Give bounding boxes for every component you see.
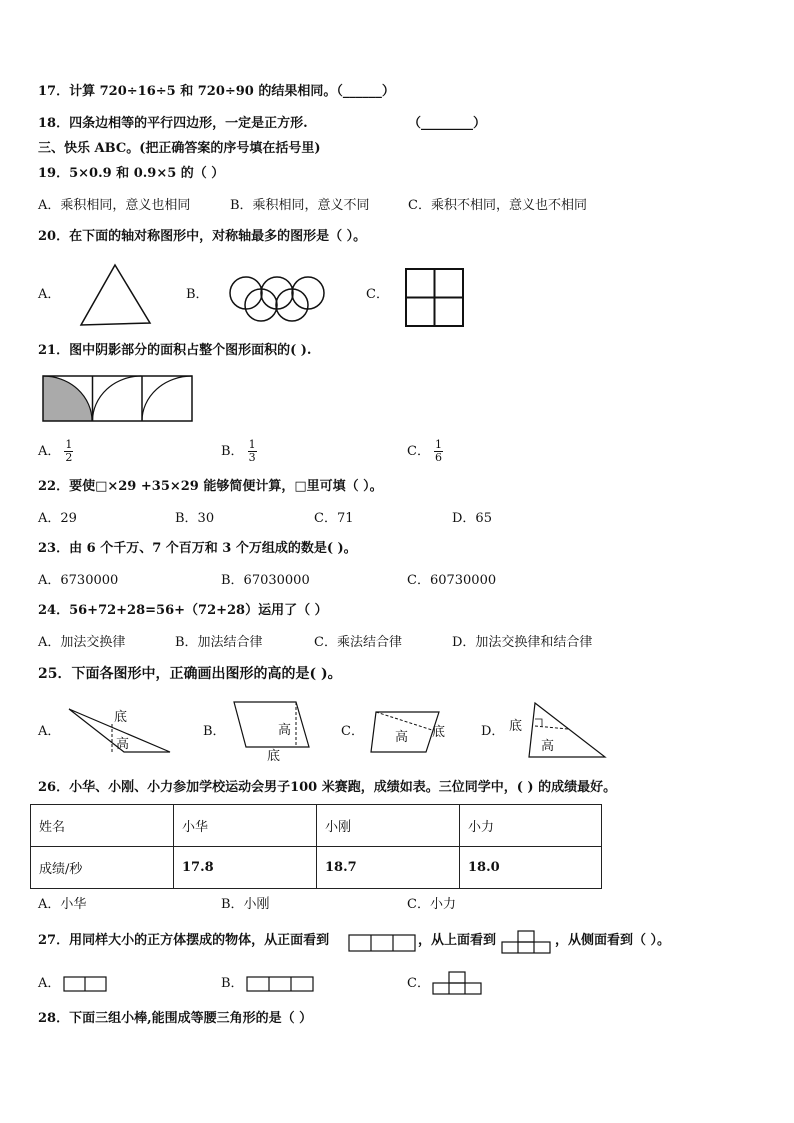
option-23-a: A．6730000 xyxy=(38,573,119,588)
side-view-option-c xyxy=(432,970,486,996)
question-22: 22．要使□×29 +35×29 能够简便计算，□里可填（ ）。 xyxy=(38,479,383,494)
fraction-one-half: $\frac{1}{2}$ xyxy=(65,438,73,464)
question-20: 20．在下面的轴对称图形中，对称轴最多的图形是（ ）。 xyxy=(38,229,367,244)
label-25-d: D． xyxy=(481,724,505,739)
label-21-c: C． xyxy=(407,444,430,459)
label-20-b: B． xyxy=(186,287,209,302)
answer-blank-18: （________） xyxy=(408,116,487,131)
question-27-part2: ，从上面看到 xyxy=(418,933,497,948)
table-cell: 17.8 xyxy=(174,847,317,889)
table-cell: 小刚 xyxy=(317,805,460,847)
table-cell: 成绩/秒 xyxy=(31,847,174,889)
top-view-figure xyxy=(501,929,555,955)
fraction-one-sixth: $\frac{1}{6}$ xyxy=(434,438,442,464)
label-25-b: B． xyxy=(203,724,226,739)
side-view-option-a xyxy=(63,975,109,993)
height-label-c: 高 xyxy=(395,730,409,745)
option-23-c: C．60730000 xyxy=(407,573,497,588)
section-title: 三、快乐 ABC。(把正确答案的序号填在括号里) xyxy=(38,141,321,156)
question-17: 17．计算 720÷16÷5 和 720÷90 的结果相同。（______） xyxy=(38,84,395,99)
option-22-b: B．30 xyxy=(175,511,215,526)
height-label-a: 高 xyxy=(116,737,130,752)
table-cell: 小华 xyxy=(174,805,317,847)
option-26-c: C．小力 xyxy=(407,897,456,912)
label-21-a: A． xyxy=(38,444,61,459)
table-cell: 18.7 xyxy=(317,847,460,889)
height-label-d: 高 xyxy=(541,739,555,754)
option-24-b: B．加法结合律 xyxy=(175,635,263,650)
option-26-b: B．小刚 xyxy=(221,897,270,912)
label-21-b: B． xyxy=(221,444,244,459)
equilateral-triangle-figure xyxy=(78,263,152,327)
option-19-a: A．乘积相同，意义也相同 xyxy=(38,198,191,213)
question-21: 21．图中阴影部分的面积占整个图形面积的( ). xyxy=(38,343,312,358)
option-21-b xyxy=(221,436,257,468)
label-27-b: B． xyxy=(221,976,244,991)
label-20-c: C． xyxy=(366,287,389,302)
label-20-a: A． xyxy=(38,287,61,302)
parallelogram-height-figure-b xyxy=(231,700,313,750)
question-25: 25．下面各图形中，正确画出图形的高的是( )。 xyxy=(38,666,342,682)
table-row xyxy=(31,847,602,889)
square-grid-figure xyxy=(404,267,466,329)
option-21-c xyxy=(407,436,443,468)
base-label-a: 底 xyxy=(114,710,128,725)
label-27-c: C． xyxy=(407,976,430,991)
table-cell: 18.0 xyxy=(460,847,602,889)
option-24-d: D．加法交换律和结合律 xyxy=(452,635,593,650)
base-label-b: 底 xyxy=(267,749,281,764)
fraction-one-third: $\frac{1}{3}$ xyxy=(248,438,256,464)
side-view-option-b xyxy=(246,975,316,993)
option-22-a: A．29 xyxy=(38,511,77,526)
label-25-a: A． xyxy=(38,724,61,739)
base-label-c: 底 xyxy=(432,725,446,740)
option-24-a: A．加法交换律 xyxy=(38,635,126,650)
score-table xyxy=(30,804,602,889)
question-27-part1: 27．用同样大小的正方体摆成的物体，从正面看到 xyxy=(38,933,330,948)
question-23: 23．由 6 个千万、7 个百万和 3 个万组成的数是( )。 xyxy=(38,541,357,556)
question-26: 26．小华、小刚、小力参加学校运动会男子100 米赛跑，成绩如表。三位同学中，( ) 的成绩最好。 xyxy=(38,780,617,795)
question-24: 24．56+72+28=56+（72+28）运用了（ ） xyxy=(38,603,328,618)
base-label-d: 底 xyxy=(509,719,523,734)
table-header-row xyxy=(31,805,602,847)
option-23-b: B．67030000 xyxy=(221,573,310,588)
option-19-c: C．乘积不相同，意义也不相同 xyxy=(408,198,587,213)
question-27-part3: ，从侧面看到（ ）。 xyxy=(555,933,671,948)
option-22-d: D．65 xyxy=(452,511,492,526)
question-18: 18．四条边相等的平行四边形，一定是正方形. xyxy=(38,116,308,131)
front-view-figure xyxy=(348,933,418,953)
option-19-b: B．乘积相同，意义不同 xyxy=(230,198,370,213)
option-21-a xyxy=(38,436,73,468)
label-27-a: A． xyxy=(38,976,61,991)
label-25-c: C． xyxy=(341,724,364,739)
option-26-a: A．小华 xyxy=(38,897,87,912)
table-cell: 姓名 xyxy=(31,805,174,847)
question-28: 28．下面三组小棒,能围成等腰三角形的是（ ） xyxy=(38,1011,313,1026)
height-label-b: 高 xyxy=(278,723,292,738)
table-cell: 小力 xyxy=(460,805,602,847)
olympic-rings-figure xyxy=(226,276,330,324)
option-22-c: C．71 xyxy=(314,511,354,526)
option-24-c: C．乘法结合律 xyxy=(314,635,402,650)
shaded-area-figure xyxy=(41,374,195,424)
question-19: 19．5×0.9 和 0.9×5 的（ ） xyxy=(38,166,225,181)
